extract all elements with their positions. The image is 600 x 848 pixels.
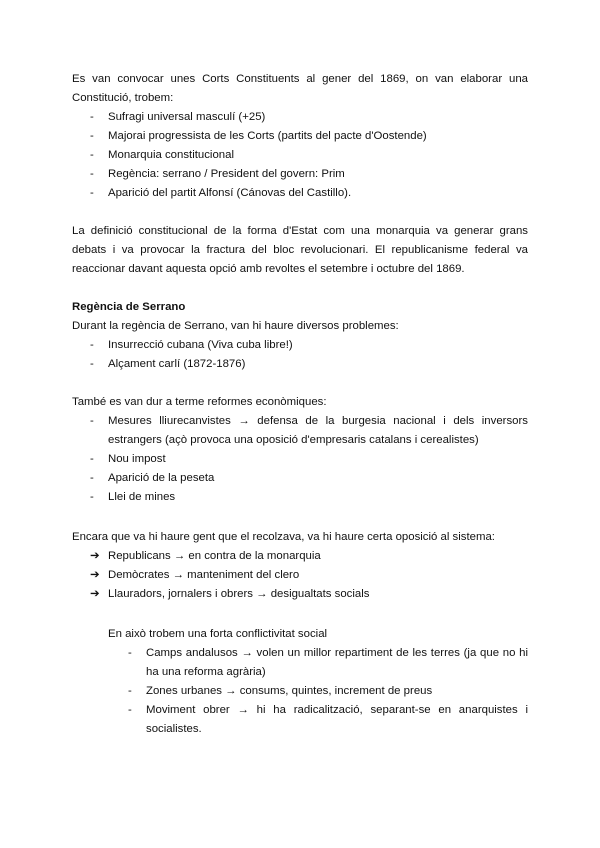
- section-heading-regencia: Regència de Serrano: [72, 301, 186, 313]
- list-item: - Regència: serrano / President del govern: Prim: [90, 168, 345, 180]
- reforms-list: [90, 412, 528, 507]
- list-item: - Majorai progressista de les Corts (partits del pacte d'Oostende): [90, 130, 427, 142]
- opposition-list: [90, 547, 528, 604]
- list-item: ➔ Demòcrates → manteniment del clero: [108, 566, 528, 585]
- constitution-list: [90, 108, 528, 203]
- list-item: - Mesures lliurecanvistes → defensa de la burgesia nacional i dels inversors estrangers (açò provoca una oposició d'empresaris catalans i cerealistes): [90, 415, 528, 446]
- list-item: - Llei de mines: [90, 491, 176, 503]
- conflict-list: [128, 644, 528, 739]
- list-item: - Aparició del partit Alfonsí (Cánovas del Castillo).: [90, 187, 352, 199]
- conflict-intro: En això trobem una forta conflictivitat social: [108, 628, 328, 640]
- list-item: ➔ Llauradors, jornalers i obrers → desigualtats socials: [108, 585, 528, 604]
- list-item: - Monarquia constitucional: [90, 149, 235, 161]
- list-item: - Aparició de la peseta: [90, 472, 215, 484]
- list-item: ➔ Republicans → en contra de la monarquia: [108, 547, 528, 566]
- list-item: - Zones urbanes → consums, quintes, increment de preus: [128, 685, 433, 697]
- arrow-icon: ➔: [90, 569, 100, 581]
- opposition-intro: Encara que va hi haure gent que el recolzava, va hi haure certa oposició al sistema:: [72, 531, 495, 543]
- list-item: - Sufragi universal masculí (+25): [90, 111, 266, 123]
- list-item: - Moviment obrer → hi ha radicalització, separant-se en anarquistes i socialistes.: [128, 704, 528, 735]
- monarchy-debate-paragraph: La definició constitucional de la forma d'Estat com una monarquia va generar grans debats i va provocar la fractura del bloc revolucionari. El republicanisme federal va reaccionar davant aquesta opció amb revoltes el setembre i octubre del 1869.: [72, 225, 528, 275]
- reforms-intro: També es van dur a terme reformes econòmiques:: [72, 396, 327, 408]
- problems-list: [90, 336, 528, 374]
- list-item: - Nou impost: [90, 453, 166, 465]
- arrow-icon: ➔: [90, 550, 100, 562]
- intro-paragraph: Es van convocar unes Corts Constituents al gener del 1869, on van elaborar una Constitució, trobem:: [72, 73, 528, 104]
- arrow-icon: ➔: [90, 588, 100, 600]
- list-item: - Camps andalusos → volen un millor repartiment de les terres (ja que no hi ha una reforma agrària): [128, 647, 528, 678]
- list-item: - Alçament carlí (1872-1876): [90, 358, 246, 370]
- regencia-intro: Durant la regència de Serrano, van hi haure diversos problemes:: [72, 320, 399, 332]
- list-item: - Insurrecció cubana (Viva cuba libre!): [90, 339, 293, 351]
